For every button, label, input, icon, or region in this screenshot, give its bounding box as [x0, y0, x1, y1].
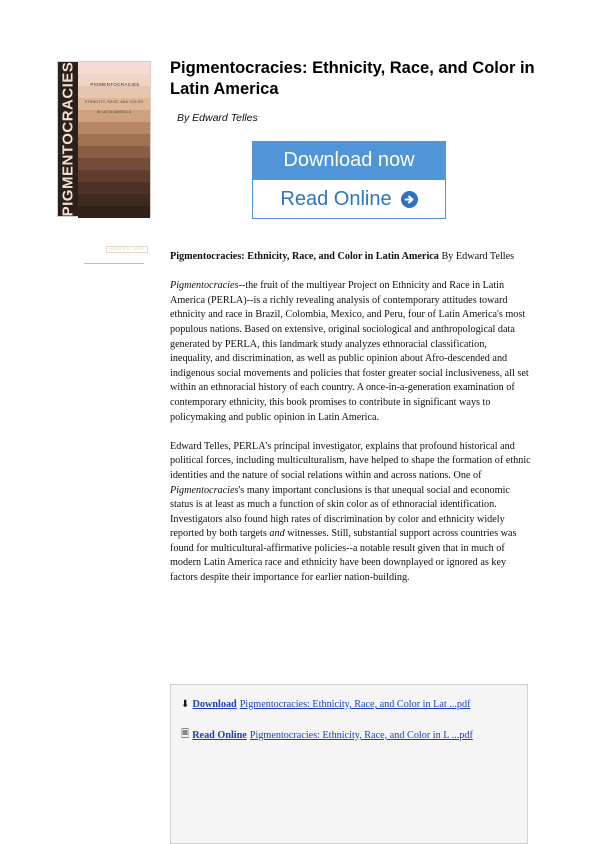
p1-text: --the fruit of the multiyear Project on Ethnicity and Race in Latin America (PERLA)--is a richly revealing analysis of contemporary attitudes toward ethnicity and race in Brazil, Colombia, Mexico, and Peru, four of Latin America's most populous nations. Based on extensive, original sociological and anthropological data generated by PERLA, this landmark study analyzes ethnoracial classification, inequality, and discrimination, as well as public opinion about Afro-descended and indigenous social movements and policies that foster greater social inclusiveness, all set within an ethnoracial history of each country. A once-in-a-generation examination of contemporary ethnicity, this book promises to contribute in significant ways to policymaking and public opinion in Latin America. [170, 280, 529, 423]
download-links-box [170, 684, 528, 844]
book-byline: By Edward Telles [177, 112, 258, 124]
arrow-right-circle-icon [401, 191, 418, 208]
heading-author: By Edward Telles [438, 251, 515, 262]
read-online-button[interactable] [252, 179, 446, 219]
read-online-pdf-anchor[interactable] [192, 730, 473, 741]
cover-spine [58, 62, 78, 216]
book-title: Pigmentocracies: Ethnicity, Race, and Color in Latin America [170, 59, 535, 98]
cover-band [78, 194, 150, 206]
cover-divider [84, 263, 144, 264]
cover-band [78, 170, 150, 182]
p2-italic-title: Pigmentocracies [170, 484, 239, 496]
read-online-label: Read Online [280, 187, 392, 210]
download-pdf-anchor[interactable] [193, 699, 471, 710]
cover-band [78, 122, 150, 134]
cover-subtitle: ETHNICITY, RACE, AND COLOR [84, 100, 144, 104]
cover-subtitle-2: IN LATIN AMERICA [96, 110, 132, 114]
download-link-text: Pigmentocracies: Ethnicity, Race, and Color in Lat ...pdf [239, 699, 471, 710]
book-description [170, 250, 532, 600]
cover-band [78, 206, 150, 218]
cover-band [78, 86, 150, 98]
book-cover [58, 61, 150, 252]
p2-text-c: witnesses. Still, substantial support across countries was found for multicultural-affirmative policies--a notable result given that in much of modern Latin America race and ethnicity have been downplayed or ignored as key factors despite their importance for earlier nation-building. [170, 528, 517, 584]
cover-author: Edward E. Telles [106, 246, 148, 253]
cover-band [78, 62, 150, 74]
download-now-button[interactable] [252, 141, 446, 179]
cover-title: PIGMENTOCRACIES [90, 82, 140, 87]
cover-band [78, 158, 150, 170]
p1-italic-title: Pigmentocracies [170, 280, 239, 292]
description-heading [170, 250, 532, 265]
download-now-label: Download now [283, 148, 415, 171]
document-icon: 🗏 [181, 729, 190, 740]
read-link-label: Read Online [192, 730, 247, 741]
cover-band [78, 182, 150, 194]
cover-spine-title: PIGMENTOCRACIES [59, 61, 77, 217]
description-paragraph-2 [170, 440, 532, 586]
cover-band [78, 146, 150, 158]
read-online-pdf-link[interactable] [181, 727, 473, 744]
cover-band [78, 134, 150, 146]
p2-text-b: 's many important conclusions is that unequal social and economic status is at least as much a function of skin color as of ethnoracial identification. Investigators also found high rates of discrimination by color and ethnicity widely reported by both targets [170, 484, 510, 540]
p2-text-a: Edward Telles, PERLA's principal investigator, explains that profound historical and political forces, including multiculturalism, have helped to shape the formation of ethnic identities and the nature of social relations within and across nations. One of [170, 440, 531, 481]
read-link-text: Pigmentocracies: Ethnicity, Race, and Color in L ...pdf [249, 730, 473, 741]
download-pdf-link[interactable] [181, 699, 470, 710]
heading-title: Pigmentocracies: Ethnicity, Race, and Color in Latin America [170, 251, 439, 262]
download-icon: ⬇ [181, 699, 190, 710]
p2-italic-and: and [269, 528, 285, 540]
description-paragraph-1 [170, 279, 532, 425]
download-link-label: Download [192, 699, 237, 710]
